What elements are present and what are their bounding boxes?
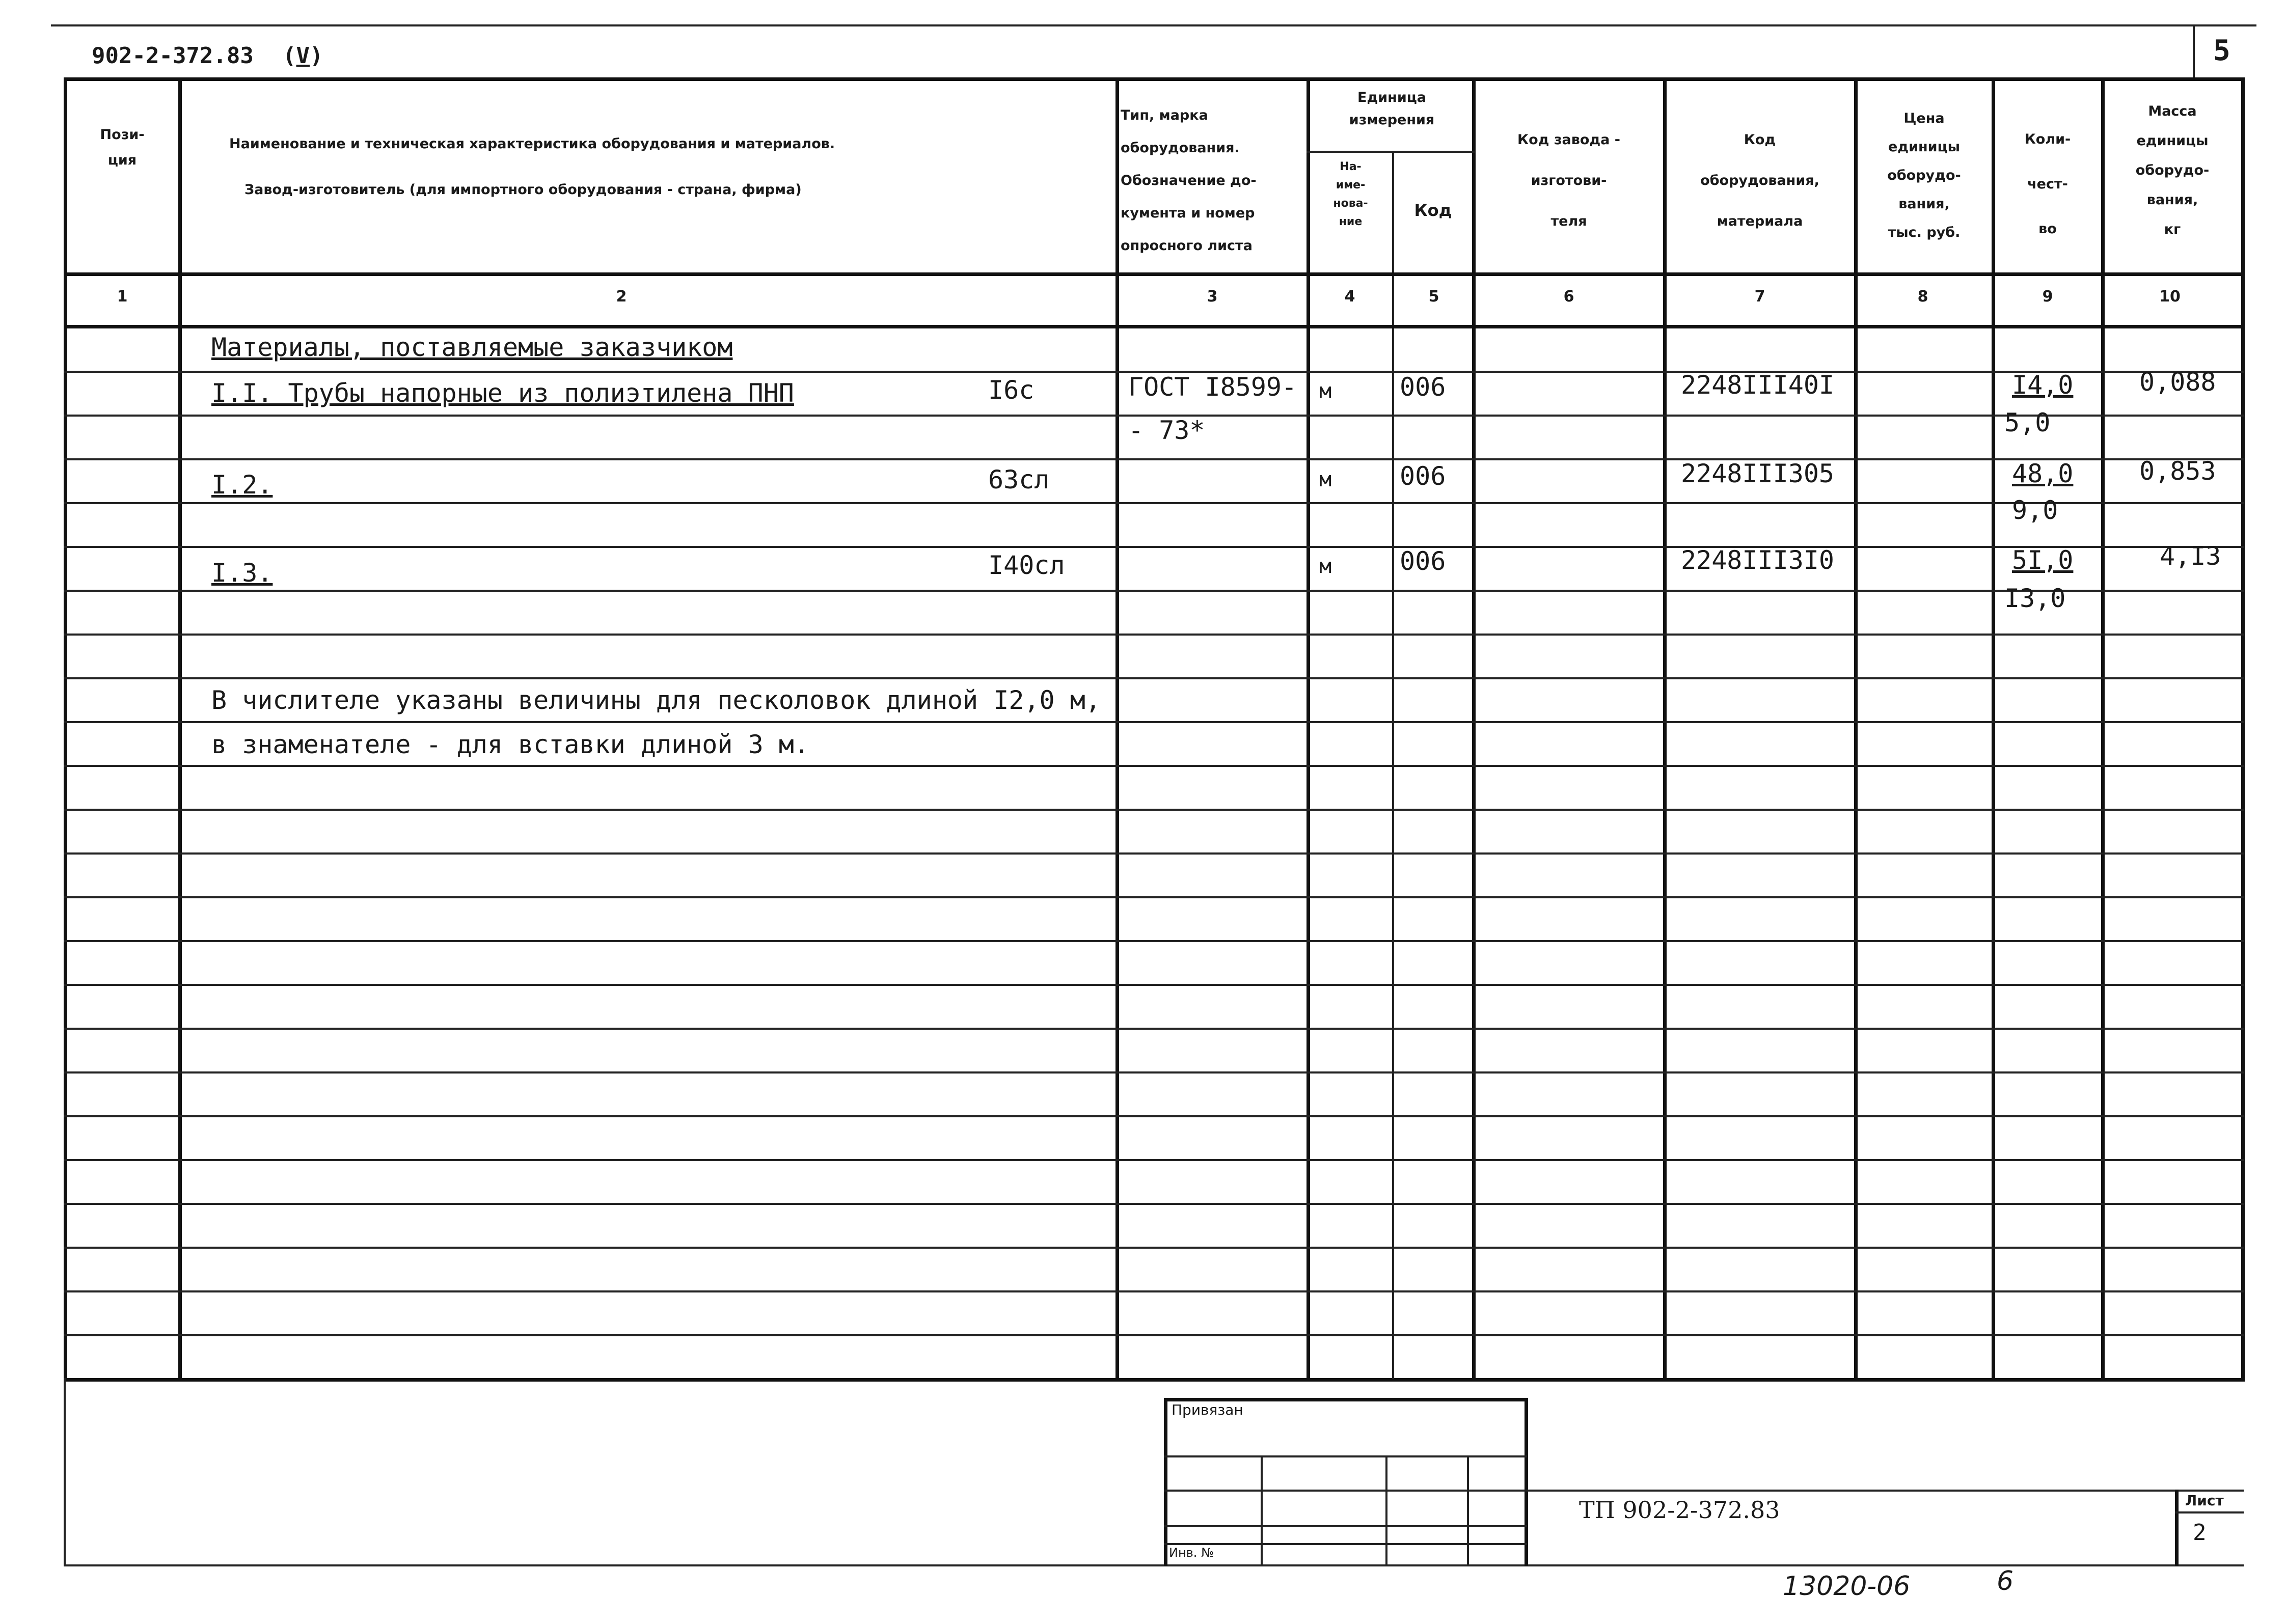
row-line (64, 1159, 2244, 1161)
colnum-10: 10 (2159, 288, 2181, 306)
bound-box-line (1164, 1543, 1527, 1545)
header-bottom-border (64, 272, 2244, 276)
bound-box-divider (1385, 1455, 1387, 1565)
colnum-7: 7 (1754, 288, 1765, 306)
bound-label: Привязан (1172, 1401, 1243, 1418)
table-top-border (64, 77, 2244, 81)
row1-qty-denominator: 5,0 (2004, 408, 2051, 437)
page-bottom-border (64, 1564, 2244, 1566)
section-title: Материалы, поставляемые заказчиком (211, 333, 733, 362)
colnum-9: 9 (2042, 288, 2053, 306)
colnum-1: 1 (117, 288, 128, 306)
sheet-number: 2 (2193, 1520, 2207, 1546)
row1-doc-b: - 73* (1128, 416, 1205, 445)
page-left-border-lower (64, 1378, 66, 1566)
handwritten-page: 6 (1997, 1566, 2014, 1597)
header-type: Тип, марка оборудования. Обозначение до- кумента и номер опросного листа (1121, 107, 1257, 254)
row1-name: I.I. Трубы напорные из полиэтилена ПНП (211, 378, 794, 408)
bound-box-top (1164, 1398, 1527, 1401)
header-mass: Масса единицы оборудо- вания, кг (2135, 103, 2210, 237)
sheet-box-split (2175, 1511, 2244, 1513)
row-line (64, 1203, 2244, 1205)
row3-unit-code: 006 (1400, 546, 1446, 576)
row-line (64, 940, 2244, 942)
row-line (64, 590, 2244, 592)
row1-mass: 0,088 (2139, 367, 2216, 397)
header-position: Пози- ция (100, 127, 145, 168)
page-number-box-left (2193, 24, 2195, 80)
header-unit-code: Код (1414, 201, 1452, 220)
row-line (64, 502, 2244, 504)
stamp-title: ТП 902-2-372.83 (1579, 1496, 1780, 1524)
row-line (64, 1334, 2244, 1336)
album-mark: (V) (283, 43, 323, 69)
row-line (64, 677, 2244, 679)
header-manufacturer: Завод-изготовитель (для импортного оборудования - страна, фирма) (244, 182, 802, 198)
top-rule (51, 24, 2256, 26)
album-mark-text: V (296, 43, 310, 69)
colnum-4: 4 (1344, 288, 1355, 306)
row2-code: 2248III305 (1681, 459, 1835, 488)
bound-box-divider (1467, 1455, 1469, 1565)
colnum-5: 5 (1428, 288, 1439, 306)
bound-box-right (1525, 1398, 1528, 1566)
sheet-box-left (2175, 1490, 2179, 1566)
row-line (64, 1071, 2244, 1074)
row3-unit: м (1319, 555, 1332, 578)
header-price: Цена единицы оборудо- вания, тыс. руб. (1887, 111, 1961, 240)
row-line (64, 1115, 2244, 1117)
note-line-2: в знаменателе - для вставки длиной 3 м. (211, 730, 809, 759)
row-line (64, 546, 2244, 548)
row2-unit: м (1319, 468, 1332, 491)
inv-label: Инв. № (1169, 1546, 1214, 1560)
row-line (64, 852, 2244, 855)
page-number: 5 (2213, 34, 2230, 67)
row-line (64, 721, 2244, 723)
row-line (64, 1028, 2244, 1030)
colnum-row-bottom (64, 325, 2244, 328)
note-line-1: В числителе указаны величины для песколовок длиной I2,0 м, (211, 685, 1101, 715)
row1-doc-a: ГОСТ I8599- (1128, 372, 1297, 402)
row-line (64, 765, 2244, 767)
bound-box-line (1164, 1490, 2244, 1492)
colnum-8: 8 (1917, 288, 1928, 306)
row1-unit-code: 006 (1400, 372, 1446, 402)
row2-mass: 0,853 (2139, 456, 2216, 486)
bound-box-left (1164, 1398, 1167, 1566)
row1-unit: м (1319, 379, 1332, 403)
document-code: 902-2-372.83 (92, 43, 254, 69)
header-equipment-code: Код оборудования, материала (1700, 132, 1819, 229)
colnum-2: 2 (616, 288, 627, 306)
header-unit-group: Единица измерения (1349, 90, 1435, 128)
row2-name: I.2. (211, 470, 273, 500)
row3-qty-numerator: 5I,0 (2012, 545, 2074, 575)
row1-size: I6с (988, 375, 1035, 405)
row2-unit-code: 006 (1400, 461, 1446, 491)
header-name: Наименование и техническая характеристика оборудования и материалов. (229, 136, 835, 152)
row-line (64, 458, 2244, 460)
row3-mass: 4,I3 (2160, 541, 2221, 571)
row1-code: 2248III40I (1681, 370, 1835, 400)
row-line (64, 1247, 2244, 1249)
row-line (64, 896, 2244, 898)
row2-size: 63сл (988, 465, 1050, 494)
colnum-6: 6 (1563, 288, 1574, 306)
table-bottom-border (64, 1378, 2245, 1382)
row-line (64, 634, 2244, 636)
header-quantity: Коли- чест- во (2024, 131, 2071, 237)
unit-group-split (1307, 151, 1475, 153)
bound-box-line (1164, 1525, 1527, 1527)
row3-qty-denominator: I3,0 (2004, 584, 2066, 613)
row2-qty-numerator: 48,0 (2012, 459, 2074, 488)
colnum-3: 3 (1207, 288, 1218, 306)
row3-size: I40сл (988, 550, 1065, 580)
row-line (64, 1290, 2244, 1292)
row3-code: 2248III3I0 (1681, 545, 1835, 575)
row-line (64, 984, 2244, 986)
bound-box-line (1164, 1455, 1527, 1457)
bound-box-divider (1261, 1455, 1263, 1565)
sheet-label: Лист (2185, 1492, 2224, 1509)
row-line (64, 809, 2244, 811)
header-unit-name: На- име- нова- ние (1333, 160, 1368, 228)
row3-name: I.3. (211, 558, 273, 588)
handwritten-code: 13020-06 (1783, 1571, 1911, 1602)
header-factory-code: Код завода - изготови- теля (1517, 132, 1620, 229)
row2-qty-denominator: 9,0 (2012, 496, 2058, 525)
row1-qty-numerator: I4,0 (2012, 370, 2074, 400)
